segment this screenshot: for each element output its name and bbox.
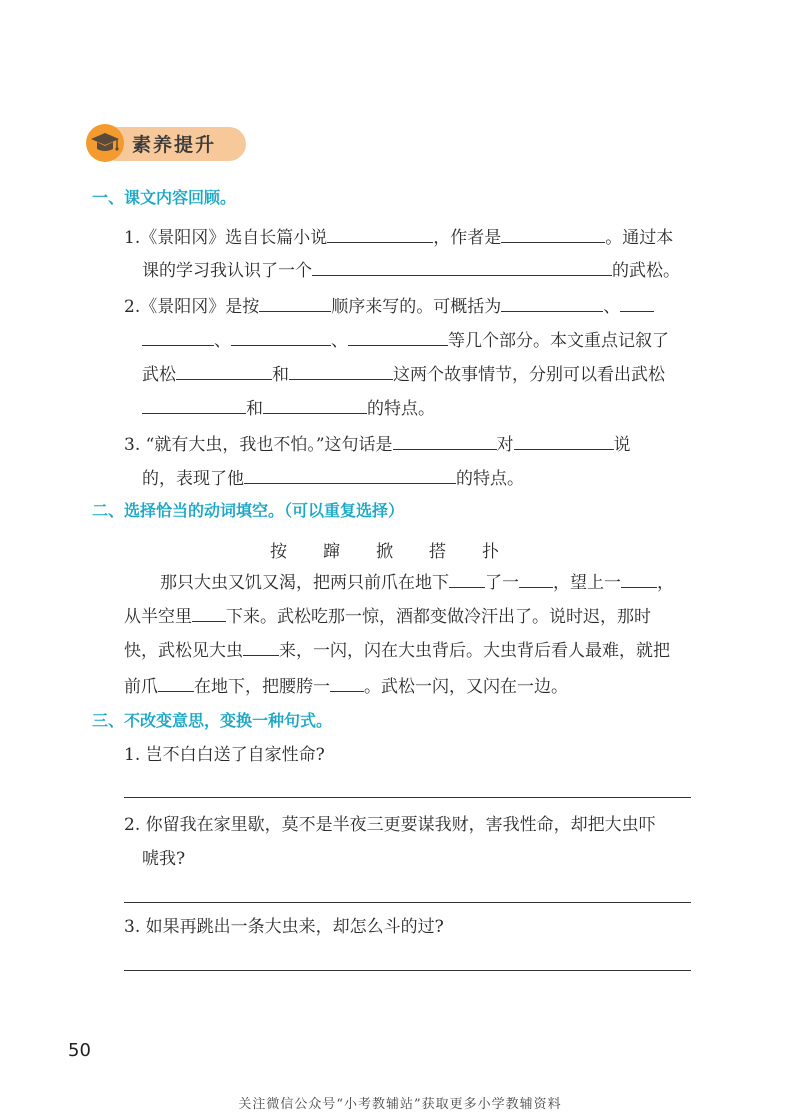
section-banner <box>86 124 246 162</box>
rewrite-q2-line-2: 唬我? <box>142 849 186 869</box>
answer-blank[interactable] <box>263 395 367 414</box>
section-heading-1: 一、课文内容回顾。 <box>92 188 237 207</box>
answer-blank[interactable] <box>158 673 194 692</box>
answer-blank[interactable] <box>501 224 605 243</box>
verb-option: 搭 <box>429 542 446 562</box>
verb-option: 按 <box>270 542 287 562</box>
rewrite-q3: 3. 如果再跳出一条大虫来，却怎么斗的过? <box>124 917 444 937</box>
q2-line-3: 武松 和 这两个故事情节，分别可以看出武松 <box>142 361 665 387</box>
page-number: 50 <box>68 1040 91 1061</box>
answer-blank[interactable] <box>621 569 657 588</box>
verb-option: 掀 <box>376 542 393 562</box>
rewrite-q2-line-1: 2. 你留我在家里歇，莫不是半夜三更要谋我财，害我性命，却把大虫吓 <box>124 815 656 835</box>
banner-title: 素养提升 <box>132 134 217 156</box>
passage-line-3: 快，武松见大虫 来，一闪，闪在大虫背后。大虫背后看人最难，就把 <box>124 637 670 663</box>
answer-line[interactable] <box>124 902 691 903</box>
answer-blank[interactable] <box>142 395 246 414</box>
answer-blank[interactable] <box>243 637 279 656</box>
answer-blank[interactable] <box>289 361 393 380</box>
q2-line-1: 2.《景阳冈》是按 顺序来写的。可概括为 、 <box>124 293 654 319</box>
answer-blank[interactable] <box>519 569 553 588</box>
section-heading-2: 二、选择恰当的动词填空。（可以重复选择） <box>92 501 405 520</box>
q1-line-2: 课的学习我认识了一个 的武松。 <box>142 257 680 283</box>
answer-blank[interactable] <box>259 293 331 312</box>
banner-badge <box>86 124 124 162</box>
q2-line-4: 和 的特点。 <box>142 395 435 421</box>
graduation-cap-icon <box>86 124 124 162</box>
section-heading-3: 三、不改变意思，变换一种句式。 <box>92 711 333 730</box>
passage-line-2: 从半空里 下来。武松吃那一惊，酒都变做冷汗出了。说时迟，那时 <box>124 603 651 629</box>
answer-blank[interactable] <box>327 224 433 243</box>
answer-blank[interactable] <box>620 293 654 312</box>
verb-options <box>270 537 535 562</box>
answer-blank[interactable] <box>514 431 614 450</box>
passage-line-4: 前爪 在地下，把腰胯一 。武松一闪，又闪在一边。 <box>124 673 568 699</box>
answer-blank[interactable] <box>312 257 612 276</box>
answer-blank[interactable] <box>192 603 226 622</box>
answer-blank[interactable] <box>176 361 272 380</box>
passage-line-1: 那只大虫又饥又渴，把两只前爪在地下 了一 ，望上一 ， <box>160 569 674 595</box>
q1-line-1: 1.《景阳冈》选自长篇小说 ，作者是 。通过本 <box>124 224 673 250</box>
answer-blank[interactable] <box>330 673 364 692</box>
answer-blank[interactable] <box>501 293 603 312</box>
answer-line[interactable] <box>124 797 691 798</box>
q3-line-1: 3. “就有大虫，我也不怕。”这句话是 对 说 <box>124 431 631 457</box>
answer-blank[interactable] <box>244 465 456 484</box>
answer-blank[interactable] <box>142 327 214 346</box>
rewrite-q1: 1. 岂不白白送了自家性命? <box>124 745 325 765</box>
verb-option: 扑 <box>482 542 499 562</box>
answer-blank[interactable] <box>231 327 331 346</box>
answer-blank[interactable] <box>393 431 497 450</box>
q3-line-2: 的，表现了他 的特点。 <box>142 465 524 491</box>
footer-note: 关注微信公众号“小考教辅站”获取更多小学教辅资料 <box>238 1097 562 1112</box>
answer-blank[interactable] <box>348 327 448 346</box>
verb-option: 蹿 <box>323 542 340 562</box>
answer-line[interactable] <box>124 970 691 971</box>
q2-line-2: 、 、 等几个部分。本文重点记叙了 <box>142 327 669 353</box>
answer-blank[interactable] <box>449 569 485 588</box>
